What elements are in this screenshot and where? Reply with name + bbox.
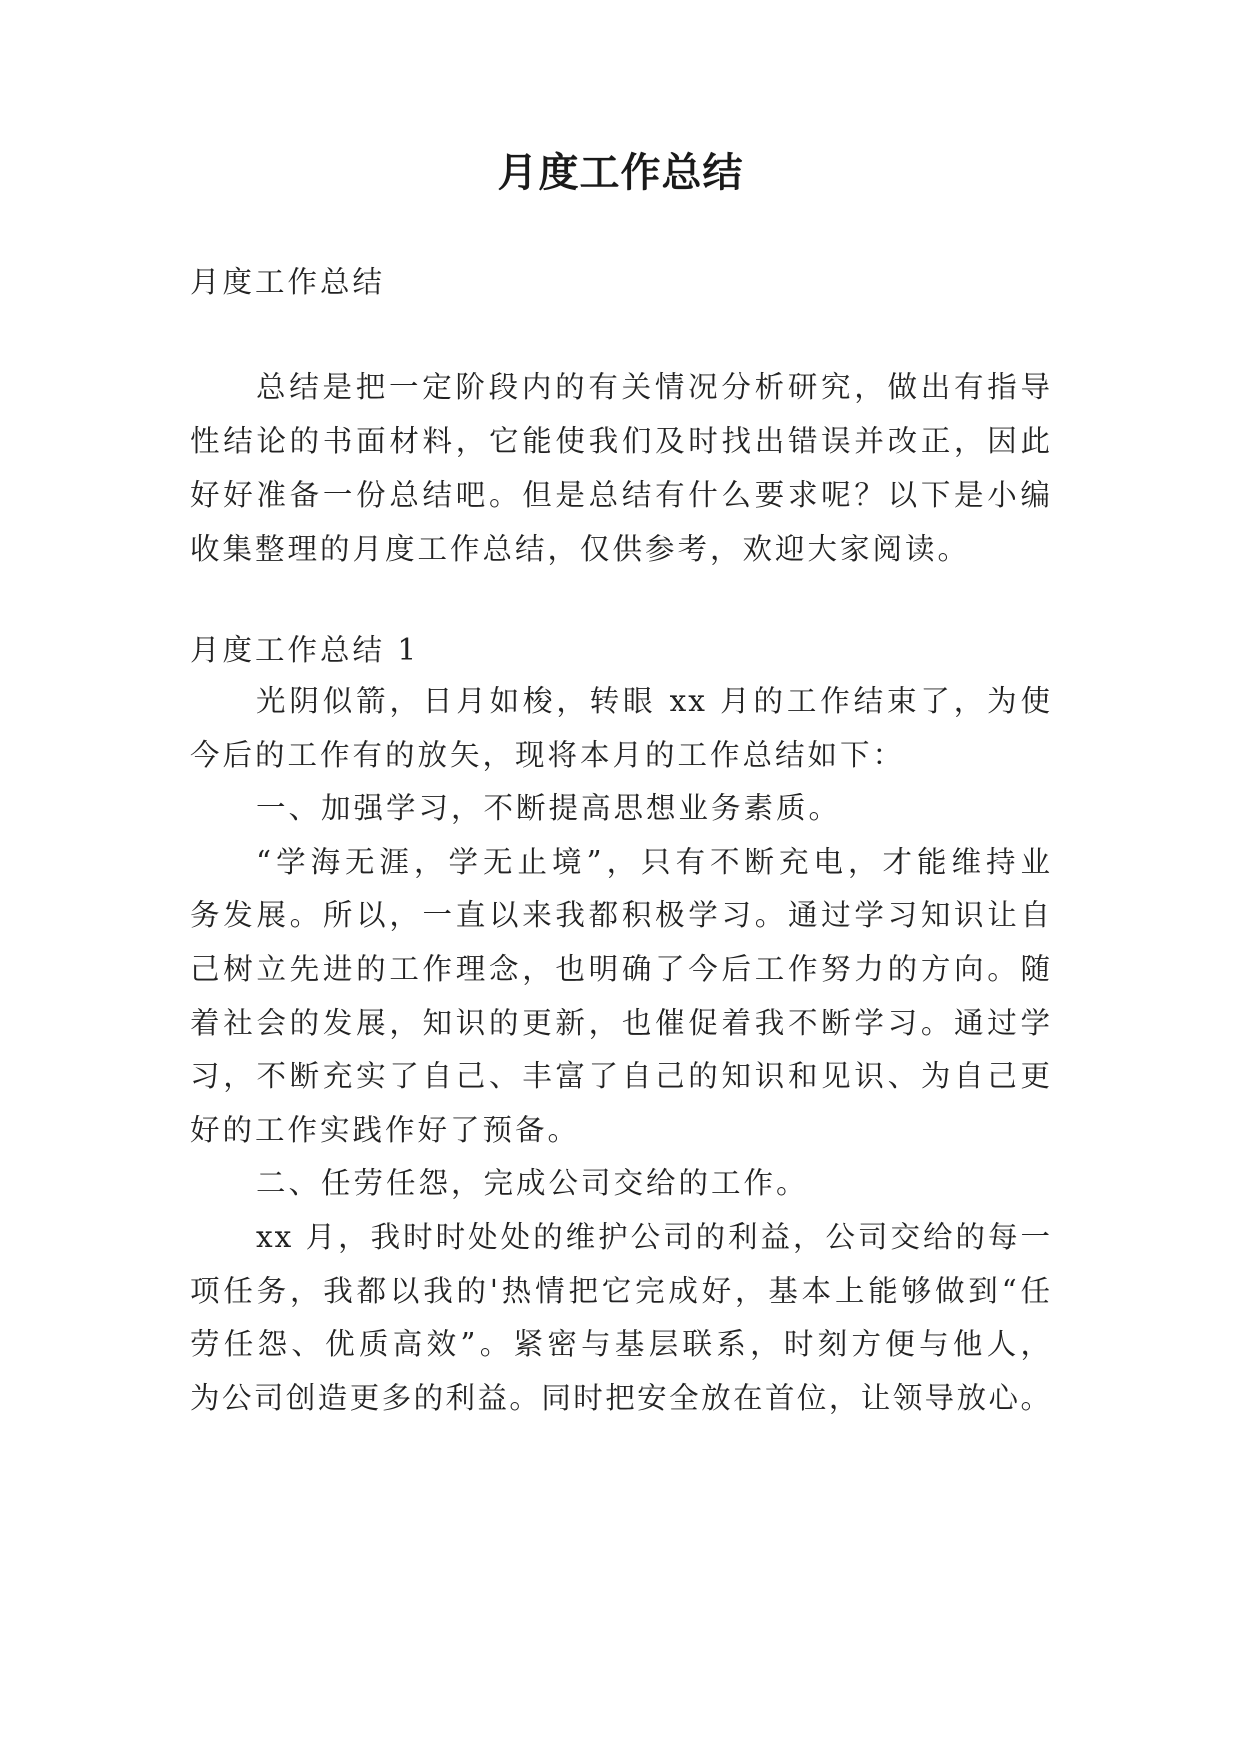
section-heading: 月度工作总结 1 xyxy=(190,633,420,667)
paragraph-line: 今后的工作有的放矢，现将本月的工作总结如下： xyxy=(190,738,906,772)
point-heading: 一、加强学习，不断提高思想业务素质。 xyxy=(256,791,842,825)
paragraph-line: xx 月，我时时处处的维护公司的利益，公司交给的每一 xyxy=(256,1220,1052,1254)
paragraph-line: “学海无涯，学无止境”，只有不断充电，才能维持业 xyxy=(256,845,1052,879)
intro-line: 总结是把一定阶段内的有关情况分析研究，做出有指导 xyxy=(256,370,1052,404)
paragraph-line: 己树立先进的工作理念，也明确了今后工作努力的方向。随 xyxy=(190,952,1052,986)
point-heading: 二、任劳任怨，完成公司交给的工作。 xyxy=(256,1166,809,1200)
document-title: 月度工作总结 xyxy=(497,150,744,196)
intro-line: 好好准备一份总结吧。但是总结有什么要求呢？以下是小编 xyxy=(190,478,1052,512)
paragraph-line: 光阴似箭，日月如梭，转眼 xx 月的工作结束了，为使 xyxy=(256,684,1052,718)
paragraph-line: 着社会的发展，知识的更新，也催促着我不断学习。通过学 xyxy=(190,1006,1052,1040)
paragraph-line: 好的工作实践作好了预备。 xyxy=(190,1113,581,1147)
document-subtitle: 月度工作总结 xyxy=(190,265,386,299)
paragraph-line: 劳任怨、优质高效”。紧密与基层联系，时刻方便与他人， xyxy=(190,1327,1052,1361)
paragraph-line: 项任务，我都以我的'热情把它完成好，基本上能够做到“任 xyxy=(190,1274,1052,1308)
paragraph-line: 习，不断充实了自己、丰富了自己的知识和见识、为自己更 xyxy=(190,1059,1052,1093)
intro-line: 收集整理的月度工作总结，仅供参考，欢迎大家阅读。 xyxy=(190,532,971,566)
paragraph-line: 务发展。所以，一直以来我都积极学习。通过学习知识让自 xyxy=(190,898,1052,932)
intro-line: 性结论的书面材料，它能使我们及时找出错误并改正，因此 xyxy=(190,424,1052,458)
paragraph-line: 为公司创造更多的利益。同时把安全放在首位，让领导放心。 xyxy=(190,1381,1052,1415)
